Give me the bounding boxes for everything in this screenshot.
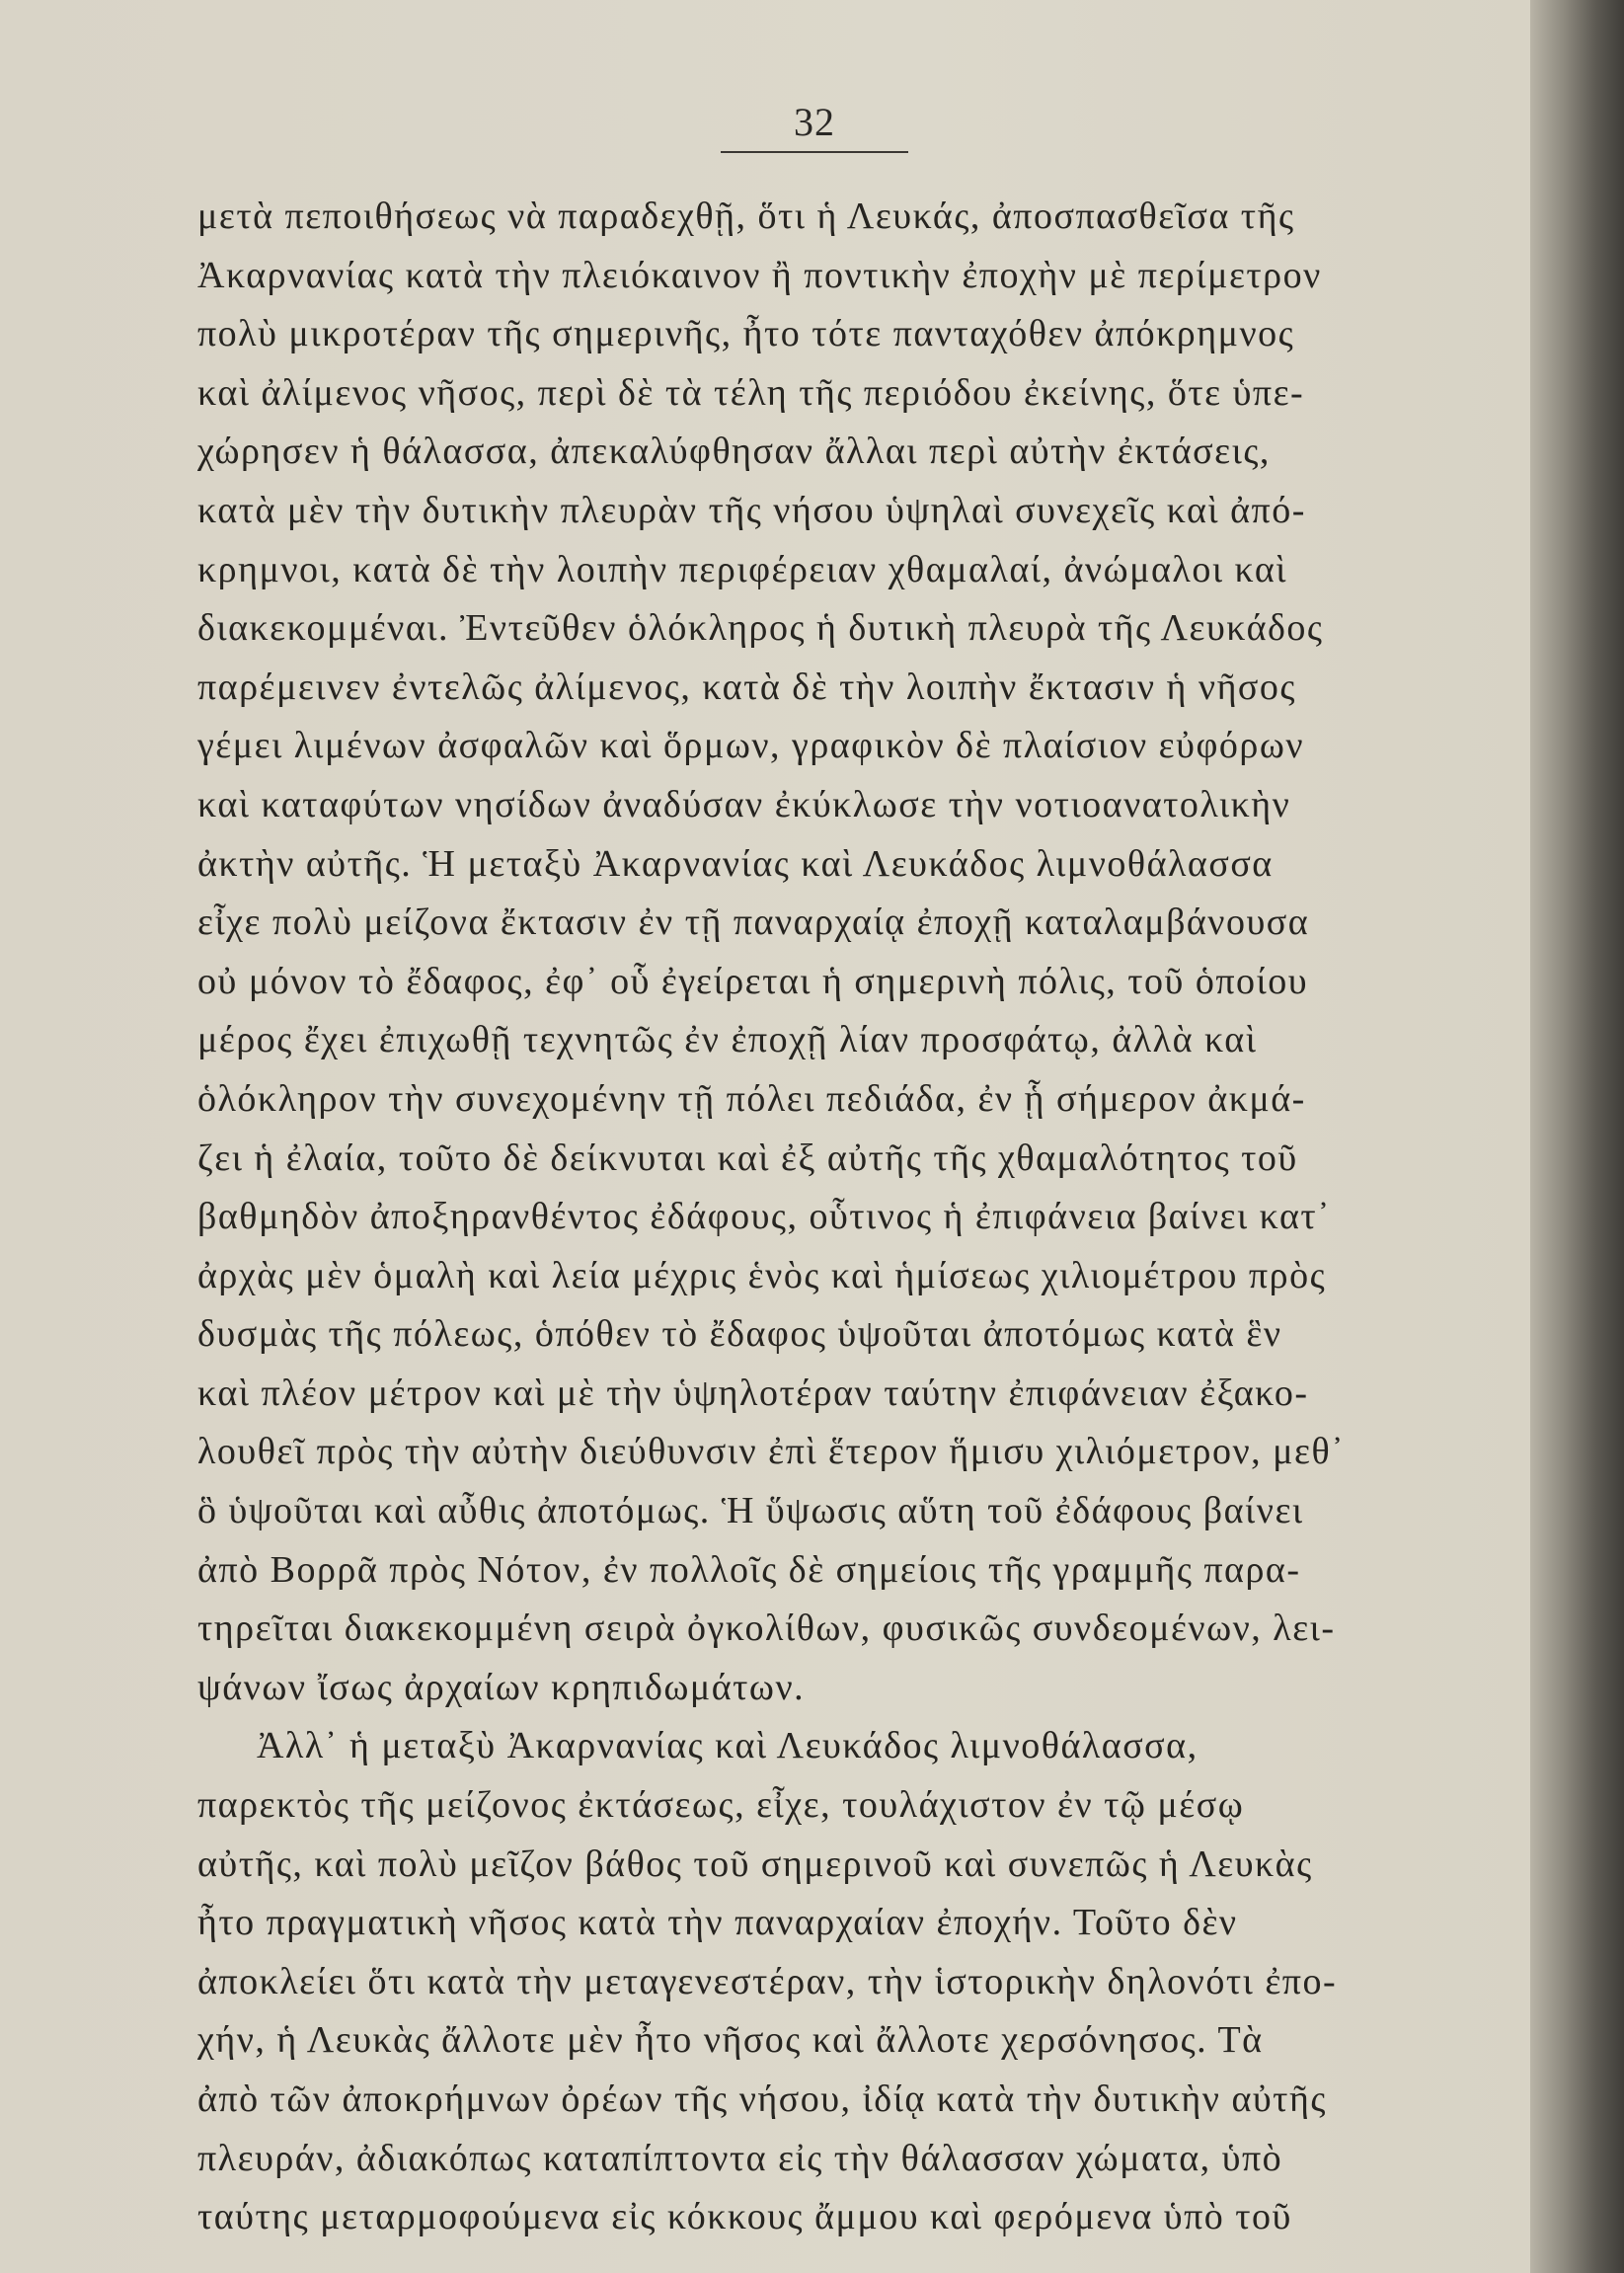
text-line: ὃ ὑψοῦται καὶ αὖθις ἀποτόμως. Ἡ ὕψωσις αὕτη τοῦ ἐδάφους βαίνει — [197, 1490, 1304, 1532]
paragraph-first-line: Ἀλλ᾽ ἡ μεταξὺ Ἀκαρνανίας καὶ Λευκάδος λιμνοθάλασσα, — [257, 1725, 1199, 1767]
text-line: ἦτο πραγματικὴ νῆσος κατὰ τὴν παναρχαίαν ἐποχήν. Τοῦτο δὲν — [197, 1902, 1238, 1944]
text-line: οὐ μόνον τὸ ἔδαφος, ἐφ᾽ οὗ ἐγείρεται ἡ σημερινὴ πόλις, τοῦ ὁποίου — [197, 960, 1309, 1002]
page-number: 32 — [794, 100, 835, 144]
body-text — [197, 188, 1422, 2247]
text-line: ἀπὸ Βορρᾶ πρὸς Νότον, ἐν πολλοῖς δὲ σημείοις τῆς γραμμῆς παρα- — [197, 1548, 1301, 1591]
text-line: ψάνων ἴσως ἀρχαίων κρηπιδωμάτων. — [197, 1666, 806, 1708]
text-line: χήν, ἡ Λευκὰς ἄλλοτε μὲν ἦτο νῆσος καὶ ἄλλοτε χερσόνησος. Τὰ — [197, 2019, 1264, 2062]
text-line: κρημνοι, κατὰ δὲ τὴν λοιπὴν περιφέρειαν χθαμαλαί, ἀνώμαλοι καὶ — [197, 548, 1287, 590]
page-header — [721, 99, 908, 153]
text-line: αὐτῆς, καὶ πολὺ μεῖζον βάθος τοῦ σημερινοῦ καὶ συνεπῶς ἡ Λευκὰς — [197, 1842, 1313, 1885]
text-line: τηρεῖται διακεκομμένη σειρὰ ὀγκολίθων, φυσικῶς συνδεομένων, λει- — [197, 1607, 1336, 1650]
text-line: διακεκομμέναι. Ἐντεῦθεν ὁλόκληρος ἡ δυτικὴ πλευρὰ τῆς Λευκάδος — [197, 607, 1324, 650]
text-line: πολὺ μικροτέραν τῆς σημερινῆς, ἦτο τότε πανταχόθεν ἀπόκρημνος — [197, 313, 1295, 355]
text-line: μέρος ἔχει ἐπιχωθῇ τεχνητῶς ἐν ἐποχῇ λίαν προσφάτῳ, ἀλλὰ καὶ — [197, 1019, 1258, 1061]
text-line: πλευράν, ἀδιακόπως καταπίπτοντα εἰς τὴν θάλασσαν χώματα, ὑπὸ — [197, 2137, 1283, 2179]
text-line: μετὰ πεποιθήσεως νὰ παραδεχθῇ, ὅτι ἡ Λευκάς, ἀποσπασθεῖσα τῆς — [197, 196, 1295, 237]
text-line: ζει ἡ ἐλαία, τοῦτο δὲ δείκνυται καὶ ἐξ αὐτῆς τῆς χθαμαλότητος τοῦ — [197, 1136, 1298, 1179]
text-line: λουθεῖ πρὸς τὴν αὐτὴν διεύθυνσιν ἐπὶ ἕτερον ἥμισυ χιλιόμετρον, μεθ᾽ — [197, 1431, 1346, 1473]
text-line: καὶ καταφύτων νησίδων ἀναδύσαν ἐκύκλωσε τὴν νοτιοανατολικὴν — [197, 783, 1291, 825]
text-line: παρεκτὸς τῆς μείζονος ἐκτάσεως, εἶχε, τουλάχιστον ἐν τῷ μέσῳ — [197, 1784, 1245, 1827]
text-line: Ἀκαρνανίας κατὰ τὴν πλειόκαινον ἢ ποντικὴν ἐποχὴν μὲ περίμετρον — [197, 254, 1322, 296]
book-gutter-shadow — [1530, 0, 1624, 2273]
text-line: βαθμηδὸν ἀποξηρανθέντος ἐδάφους, οὗτινος ἡ ἐπιφάνεια βαίνει κατ᾽ — [197, 1196, 1332, 1238]
text-line: ταύτης μεταρμοφούμενα εἰς κόκκους ἄμμου καὶ φερόμενα ὑπὸ τοῦ — [197, 2196, 1292, 2238]
text-line: εἶχε πολὺ μείζονα ἔκτασιν ἐν τῇ παναρχαίᾳ ἐποχῇ καταλαμβάνουσα — [197, 901, 1310, 944]
text-line: δυσμὰς τῆς πόλεως, ὁπόθεν τὸ ἔδαφος ὑψοῦται ἀποτόμως κατὰ ἓν — [197, 1313, 1282, 1356]
header-rule — [721, 151, 908, 153]
text-line: ἀκτὴν αὐτῆς. Ἡ μεταξὺ Ἀκαρνανίας καὶ Λευκάδος λιμνοθάλασσα — [197, 842, 1274, 885]
text-line: ἀπὸ τῶν ἀποκρήμνων ὀρέων τῆς νήσου, ἰδίᾳ κατὰ τὴν δυτικὴν αὐτῆς — [197, 2078, 1327, 2120]
text-line: παρέμεινεν ἐντελῶς ἀλίμενος, κατὰ δὲ τὴν λοιπὴν ἔκτασιν ἡ νῆσος — [197, 666, 1296, 708]
text-line: γέμει λιμένων ἀσφαλῶν καὶ ὅρμων, γραφικὸν δὲ πλαίσιον εὐφόρων — [197, 725, 1305, 767]
text-line: ὁλόκληρον τὴν συνεχομένην τῇ πόλει πεδιάδα, ἐν ᾗ σήμερον ἀκμά- — [197, 1077, 1306, 1120]
text-line: χώρησεν ἡ θάλασσα, ἀπεκαλύφθησαν ἄλλαι περὶ αὐτὴν ἐκτάσεις, — [197, 431, 1271, 473]
text-line: κατὰ μὲν τὴν δυτικὴν πλευρὰν τῆς νήσου ὑψηλαὶ συνεχεῖς καὶ ἀπό- — [197, 489, 1306, 531]
text-line: ἀποκλείει ὅτι κατὰ τὴν μεταγενεστέραν, τὴν ἱστορικὴν δηλονότι ἐπο- — [197, 1960, 1338, 2002]
text-line: καὶ ἀλίμενος νῆσος, περὶ δὲ τὰ τέλη τῆς περιόδου ἐκείνης, ὅτε ὑπε- — [197, 371, 1305, 414]
text-line: ἀρχὰς μὲν ὁμαλὴ καὶ λεία μέχρις ἑνὸς καὶ ἡμίσεως χιλιομέτρου πρὸς — [197, 1254, 1327, 1296]
text-line: καὶ πλέον μέτρον καὶ μὲ τὴν ὑψηλοτέραν ταύτην ἐπιφάνειαν ἐξακο- — [197, 1372, 1309, 1414]
